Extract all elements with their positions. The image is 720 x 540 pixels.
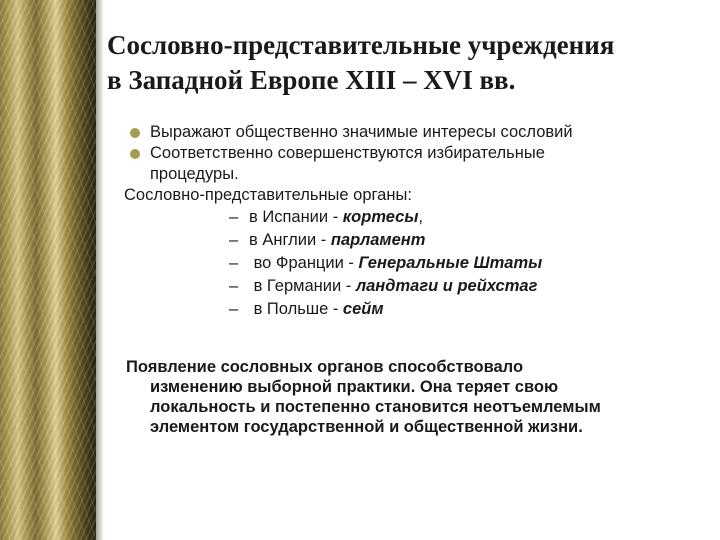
summary-paragraph [126, 357, 716, 437]
organ-country: в Испании - [249, 208, 339, 226]
organ-body: сейм [342, 300, 384, 318]
summary-line-1: Появление сословных органов способствовало [126, 358, 524, 376]
organ-body: кортесы [342, 208, 419, 226]
slide-content [124, 122, 714, 321]
organ-body: парламент [330, 231, 426, 249]
dash: – [229, 208, 239, 226]
organ-item [229, 229, 714, 252]
dash: – [229, 254, 239, 272]
bullet-text: Соответственно совершенствуются избирательные [150, 144, 545, 162]
summary-line-2: изменению выборной практики. Она теряет свою [150, 378, 559, 396]
organ-country: в Англии - [249, 231, 327, 249]
organ-item [229, 298, 714, 321]
dash: – [229, 231, 239, 249]
bullet-item [124, 122, 714, 143]
title-line-1: Сословно-представительные учреждения [107, 30, 615, 60]
slide-title [107, 28, 717, 98]
organ-country: в Польше - [249, 300, 339, 318]
decorative-gold-border [0, 0, 96, 540]
border-shadow [96, 0, 104, 540]
organ-suffix: , [418, 208, 424, 226]
summary-line-3: локальность и постепенно становится неотъемлемым [150, 398, 601, 416]
bullet-item [124, 143, 714, 185]
organs-heading: Сословно-представительные органы: [124, 186, 412, 204]
organ-item [229, 252, 714, 275]
dash: – [229, 300, 239, 318]
bullet-text: Выражают общественно значимые интересы сословий [150, 123, 573, 141]
organ-item [229, 206, 714, 229]
organ-body: ландтаги и рейхстаг [355, 277, 538, 295]
summary-line-4: элементом государственной и общественной жизни. [150, 418, 583, 436]
bullet-dot-icon [130, 128, 140, 138]
organ-item [229, 275, 714, 298]
organ-country: в Германии - [249, 277, 352, 295]
bullet-dot-icon [130, 149, 140, 159]
dash: – [229, 277, 239, 295]
bullet-text-continuation: процедуры. [150, 165, 239, 183]
title-line-2: в Западной Европе XIII – XVI вв. [107, 65, 516, 95]
organ-body: Генеральные Штаты [358, 254, 543, 272]
organ-country: во Франции - [249, 254, 354, 272]
